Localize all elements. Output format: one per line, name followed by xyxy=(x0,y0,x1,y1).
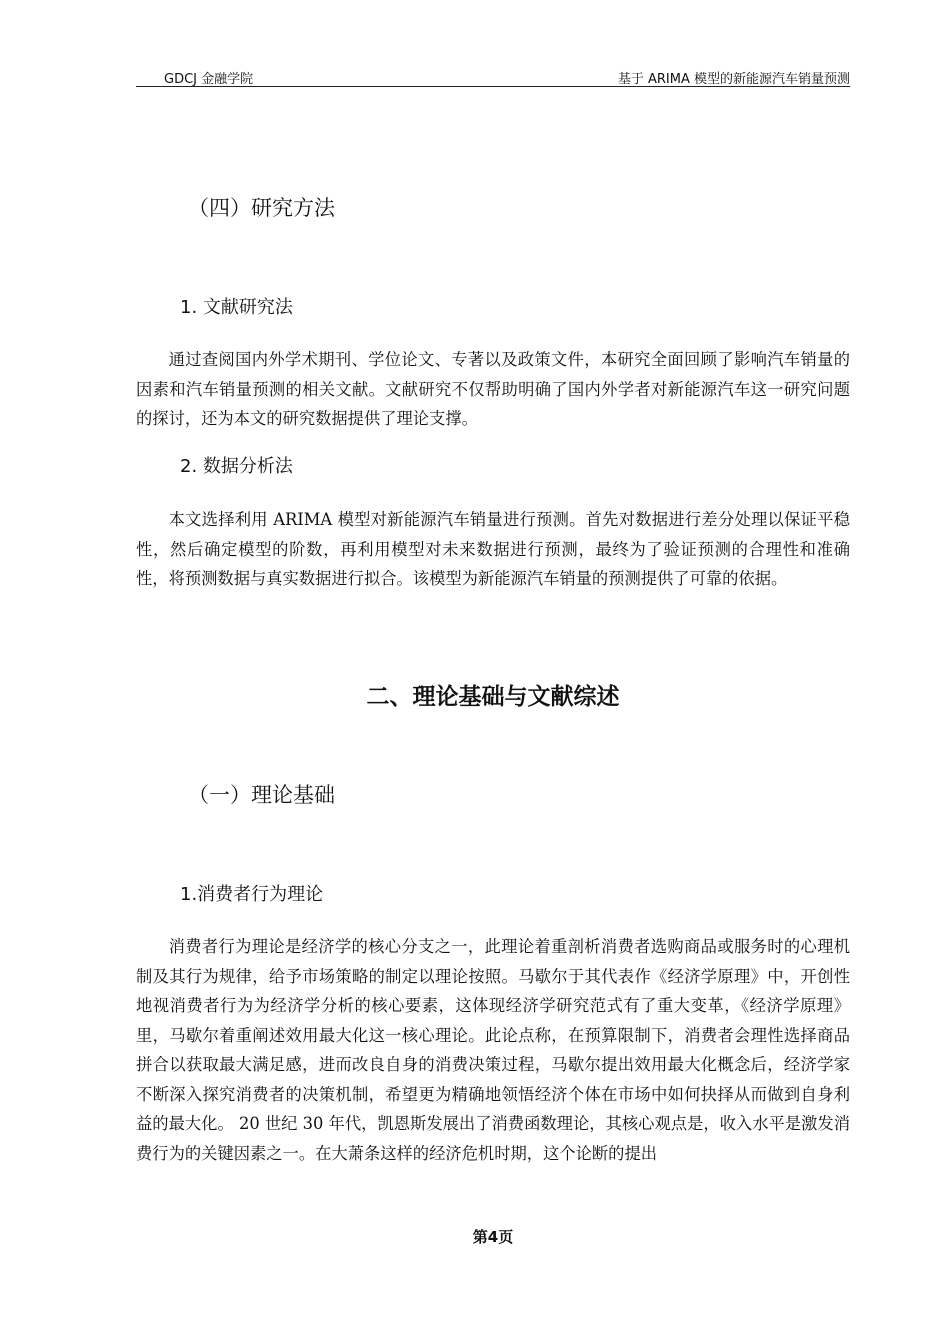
header-thesis-title: 基于 ARIMA 模型的新能源汽车销量预测 xyxy=(617,72,850,87)
header-institution: GDCJ 金融学院 xyxy=(164,72,254,87)
paragraph-consumer-behavior: 消费者行为理论是经济学的核心分支之一，此理论着重剖析消费者选购商品或服务时的心理机制及其行为规律，给予市场策略的制定以理论按照。马歇尔于其代表作《经济学原理》中，开创性地视消费者行为为经济学分析的核心要素，这体现经济学研究范式有了重大变革，《经济学原理》里，马歇尔着重阐述效用最大化这一核心理论。此论点称，在预算限制下，消费者会理性选择商品拼合以获取最大满足感，进而改良自身的消费决策过程，马歇尔提出效用最大化概念后，经济学家不断深入探究消费者的决策机制，希望更为精确地领悟经济个体在市场中如何抉择从而做到自身利益的最大化。 20 世纪 30 年代，凯恩斯发展出了消费函数理论，其核心观点是，收入水平是激发消费行为的关键因素之一。在大萧条这样的经济危机时期，这个论断的提出 xyxy=(136,937,850,1163)
paragraph-literature-method: 通过查阅国内外学术期刊、学位论文、专著以及政策文件，本研究全面回顾了影响汽车销量的因素和汽车销量预测的相关文献。文献研究不仅帮助明确了国内外学者对新能源汽车这一研究问题的探讨，还为本文的研究数据提供了理论支撑。 xyxy=(136,350,850,428)
chapter-heading: 二、理论基础与文献综述 xyxy=(366,684,620,710)
subheading-literature-method: 1. 文献研究法 xyxy=(180,297,293,318)
paragraph-data-analysis-method: 本文选择利用 ARIMA 模型对新能源汽车销量进行预测。首先对数据进行差分处理以保证平稳性，然后确定模型的阶数，再利用模型对未来数据进行预测，最终为了验证预测的合理性和准确性，将预测数据与真实数据进行拟合。该模型为新能源汽车销量的预测提供了可靠的依据。 xyxy=(136,510,850,588)
page-number: 第4页 xyxy=(472,1228,514,1246)
subheading-data-analysis-method: 2. 数据分析法 xyxy=(180,456,293,477)
section-heading-theory: （一）理论基础 xyxy=(188,783,335,807)
page-header xyxy=(136,64,850,87)
subheading-consumer-behavior: 1.消费者行为理论 xyxy=(180,884,324,905)
section-heading-research-methods: （四）研究方法 xyxy=(188,196,335,220)
